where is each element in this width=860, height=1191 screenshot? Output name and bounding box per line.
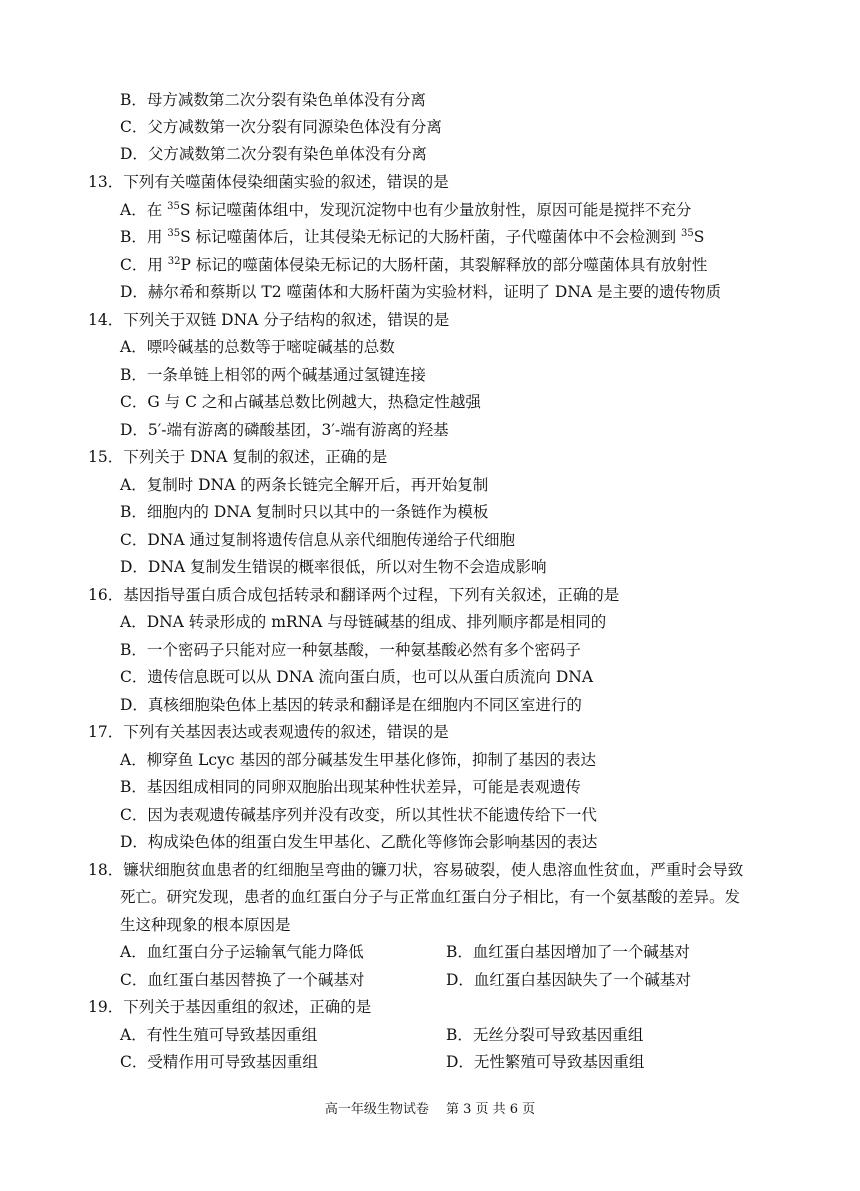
- q19-stem: 19．下列关于基因重组的叙述，正确的是: [88, 998, 372, 1016]
- q18-stem-line-1: 18．镰状细胞贫血患者的红细胞呈弯曲的镰刀状，容易破裂，使人患溶血性贫血，严重时会导致: [88, 861, 744, 879]
- q15-option-c: C．DNA 通过复制将遗传信息从亲代细胞传递给子代细胞: [120, 531, 515, 549]
- q16-option-a: A．DNA 转录形成的 mRNA 与母链碱基的组成、排列顺序都是相同的: [120, 613, 607, 631]
- q13-option-c-text1: C．用: [120, 256, 168, 274]
- isotope-superscript: 32: [167, 256, 181, 267]
- q17-option-a: A．柳穿鱼 Lcyc 基因的部分碱基发生甲基化修饰，抑制了基因的表达: [120, 751, 596, 769]
- q13-option-b: [120, 227, 704, 247]
- q13-option-b-text1: B．用: [120, 228, 168, 246]
- q14-option-c: C．G 与 C 之和占碱基总数比例越大，热稳定性越强: [120, 393, 481, 411]
- q18-stem-line-3: 生这种现象的根本原因是: [120, 916, 291, 934]
- q17-option-b: B．基因组成相同的同卵双胞胎出现某种性状差异，可能是表观遗传: [120, 778, 581, 796]
- q14-stem: 14．下列关于双链 DNA 分子结构的叙述，错误的是: [88, 311, 450, 329]
- page-footer: 高一年级生物试卷 第 3 页 共 6 页: [324, 1102, 536, 1117]
- q16-stem: 16．基因指导蛋白质合成包括转录和翻译两个过程，下列有关叙述，正确的是: [88, 586, 620, 604]
- q15-option-b: B．细胞内的 DNA 复制时只以其中的一条链作为模板: [120, 503, 489, 521]
- q13-option-b-text2: S 标记噬菌体后，让其侵染无标记的大肠杆菌，子代噬菌体中不会检测到: [180, 228, 682, 246]
- q12-option-d: D．父方减数第二次分裂有染色单体没有分离: [120, 145, 427, 163]
- q19-option-d: D．无性繁殖可导致基因重组: [446, 1053, 645, 1071]
- q12-option-b: B．母方减数第二次分裂有染色单体没有分离: [120, 91, 426, 109]
- q14-option-d: D．5′-端有游离的磷酸基团，3′-端有游离的羟基: [120, 421, 449, 439]
- q13-option-a-text2: S 标记噬菌体组中，发现沉淀物中也有少量放射性，原因可能是搅拌不充分: [179, 201, 692, 219]
- q13-option-d: D．赫尔希和蔡斯以 T2 噬菌体和大肠杆菌为实验材料，证明了 DNA 是主要的遗传物质: [120, 283, 722, 301]
- q15-option-a: A．复制时 DNA 的两条长链完全解开后，再开始复制: [120, 476, 489, 494]
- q15-option-d: D．DNA 复制发生错误的概率很低，所以对生物不会造成影响: [120, 558, 547, 576]
- q14-option-a: A．嘌呤碱基的总数等于嘧啶碱基的总数: [120, 338, 395, 356]
- q17-stem: 17．下列有关基因表达或表观遗传的叙述，错误的是: [88, 723, 449, 741]
- isotope-superscript: 35: [167, 201, 180, 212]
- q16-option-b: B．一个密码子只能对应一种氨基酸，一种氨基酸必然有多个密码子: [120, 641, 581, 659]
- q15-stem: 15．下列关于 DNA 复制的叙述，正确的是: [88, 448, 388, 466]
- q18-option-b: B．血红蛋白基因增加了一个碱基对: [446, 943, 690, 961]
- q19-option-a: A．有性生殖可导致基因重组: [120, 1026, 318, 1044]
- q13-option-a: [120, 200, 691, 220]
- q17-option-c: C．因为表观遗传碱基序列并没有改变，所以其性状不能遗传给下一代: [120, 806, 597, 824]
- q13-option-b-text3: S: [693, 228, 705, 246]
- q19-option-c: C．受精作用可导致基因重组: [120, 1053, 318, 1071]
- q13-option-a-text1: A．在: [120, 201, 168, 219]
- isotope-superscript: 35: [167, 228, 181, 239]
- q16-option-d: D．真核细胞染色体上基因的转录和翻译是在细胞内不同区室进行的: [120, 696, 582, 714]
- q13-option-c-text2: P 标记的噬菌体侵染无标记的大肠杆菌，其裂解释放的部分噬菌体具有放射性: [180, 256, 708, 274]
- q16-option-c: C．遗传信息既可以从 DNA 流向蛋白质，也可以从蛋白质流向 DNA: [120, 668, 594, 686]
- q19-option-b: B．无丝分裂可导致基因重组: [446, 1026, 644, 1044]
- q13-stem: 13．下列有关噬菌体侵染细菌实验的叙述，错误的是: [88, 173, 449, 191]
- q18-option-d: D．血红蛋白基因缺失了一个碱基对: [446, 971, 691, 989]
- q13-option-c: [120, 255, 707, 275]
- q18-option-a: A．血红蛋白分子运输氧气能力降低: [120, 943, 364, 961]
- q14-option-b: B．一条单链上相邻的两个碱基通过氢键连接: [120, 366, 426, 384]
- q18-stem-line-2: 死亡。研究发现，患者的血红蛋白分子与正常血红蛋白分子相比，有一个氨基酸的差异。发: [120, 888, 741, 906]
- isotope-superscript: 35: [681, 228, 694, 239]
- q17-option-d: D．构成染色体的组蛋白发生甲基化、乙酰化等修饰会影响基因的表达: [120, 833, 598, 851]
- q12-option-c: C．父方减数第一次分裂有同源染色体没有分离: [120, 118, 442, 136]
- q18-option-c: C．血红蛋白基因替换了一个碱基对: [120, 971, 365, 989]
